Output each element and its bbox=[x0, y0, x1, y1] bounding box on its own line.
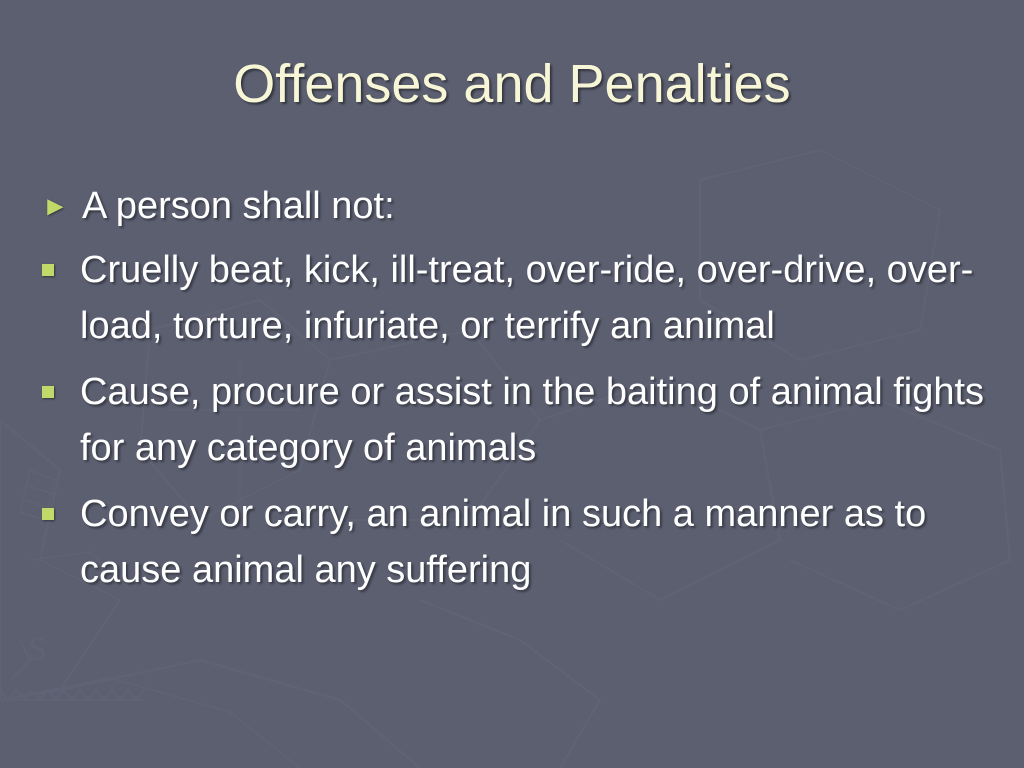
square-bullet-icon bbox=[42, 364, 80, 398]
page-title: Offenses and Penalties bbox=[233, 54, 791, 114]
slide-body bbox=[42, 182, 992, 608]
list-item bbox=[42, 242, 992, 354]
square-bullet-icon bbox=[42, 242, 80, 276]
bullet-text: A person shall not: bbox=[82, 185, 395, 227]
bullet-text: Cause, procure or assist in the baiting of animal fights for any category of animals bbox=[80, 371, 985, 469]
triangle-bullet-icon: ► bbox=[42, 191, 69, 221]
list-item bbox=[42, 182, 992, 230]
svg-text:S: S bbox=[28, 631, 47, 668]
square-bullet-icon bbox=[42, 486, 80, 520]
list-item bbox=[42, 364, 992, 476]
list-item bbox=[42, 486, 992, 598]
bullet-text: Cruelly beat, kick, ill-treat, over-ride, over-drive, over-load, torture, infuriate, or terrify an animal bbox=[80, 249, 974, 347]
bullet-text: Convey or carry, an animal in such a manner as to cause animal any suffering bbox=[80, 493, 927, 591]
